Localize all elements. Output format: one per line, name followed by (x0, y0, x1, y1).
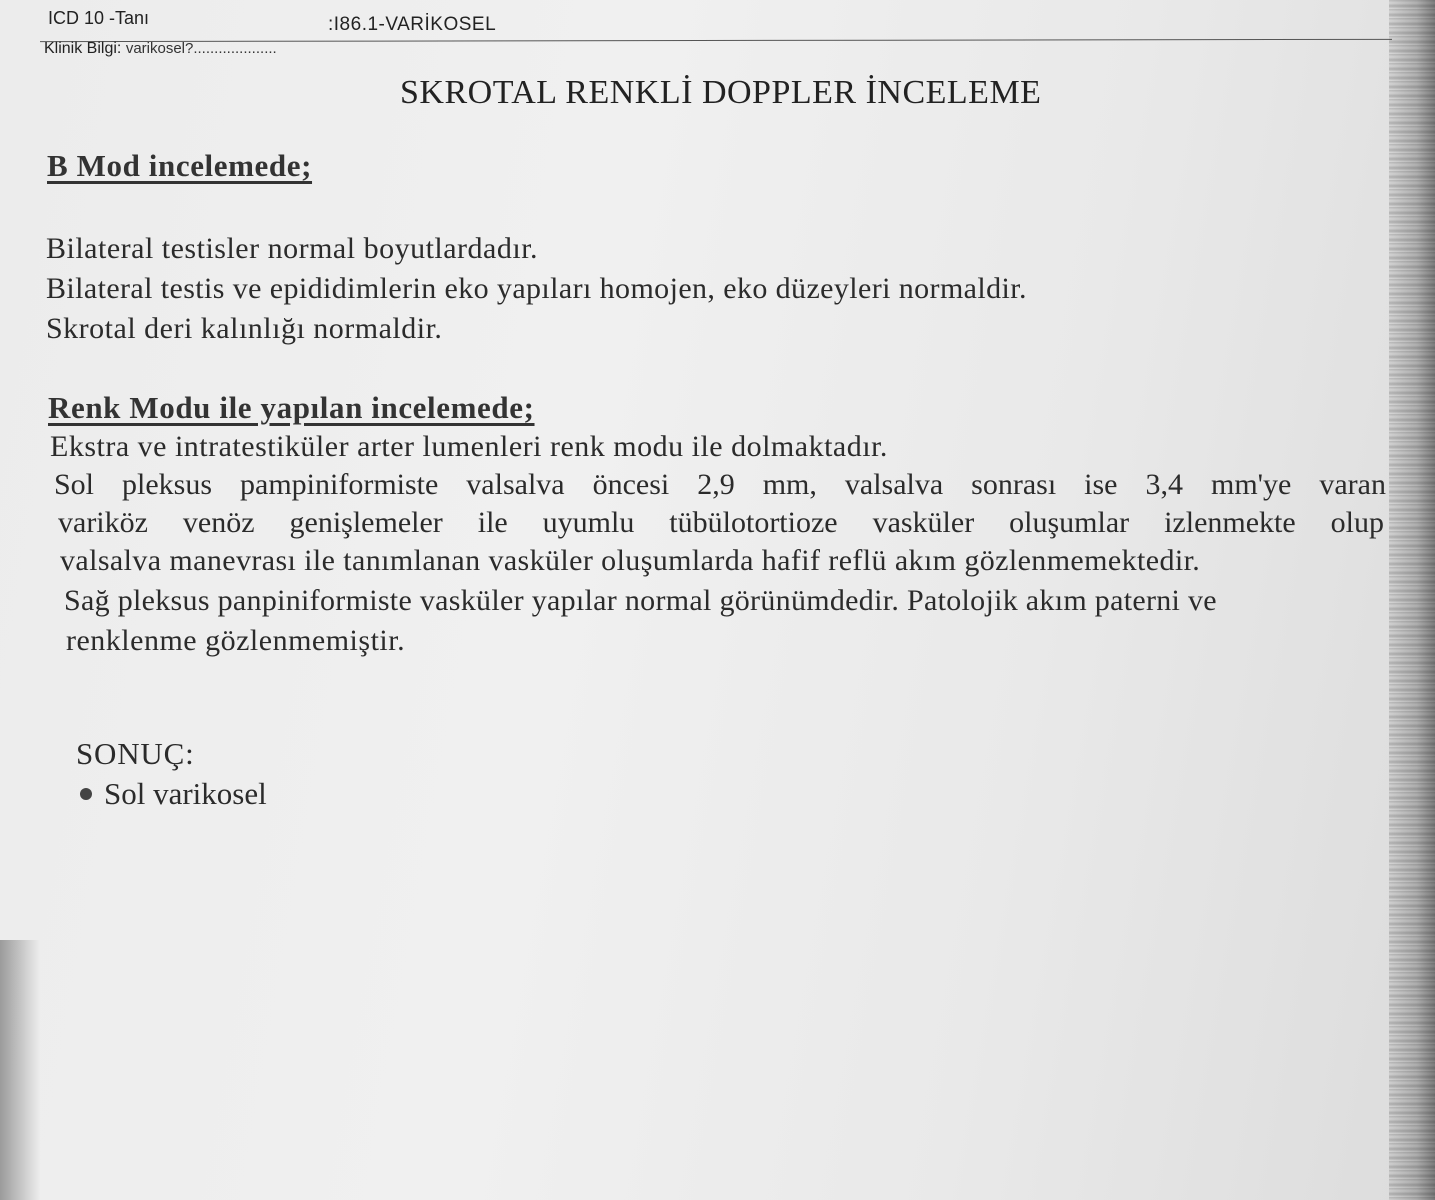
color-mode-line: Sağ pleksus panpiniformiste vasküler yapılar normal görünümdedir. Patolojik akım paterni ve (64, 584, 1217, 617)
bullet-icon (80, 788, 92, 800)
report-title: SKROTAL RENKLİ DOPPLER İNCELEME (400, 74, 1042, 111)
b-mode-line: Skrotal deri kalınlığı normaldir. (46, 312, 443, 345)
color-mode-line: Sol pleksus pampiniformiste valsalva öncesi 2,9 mm, valsalva sonrası ise 3,4 mm'ye varan (54, 468, 1386, 501)
result-item-text: Sol varikosel (104, 776, 267, 811)
clinical-info (44, 40, 277, 58)
b-mode-heading: B Mod incelemede; (47, 148, 313, 183)
clinical-info-label: Klinik Bilgi: (44, 40, 122, 57)
result-item (80, 776, 267, 812)
color-mode-line: valsalva manevrası ile tanımlanan vasküler oluşumlarda hafif reflü akım gözlenmemektedir. (60, 544, 1201, 577)
color-mode-line: Ekstra ve intratestiküler arter lumenleri renk modu ile dolmaktadır. (50, 430, 888, 463)
b-mode-line: Bilateral testisler normal boyutlardadır. (46, 232, 539, 265)
paper-edge-shadow (1389, 0, 1435, 1200)
clinical-info-value: varikosel?.................... (125, 40, 277, 57)
icd-label: ICD 10 -Tanı (48, 8, 150, 28)
b-mode-line: Bilateral testis ve epididimlerin eko yapıları homojen, eko düzeyleri normaldir. (46, 272, 1027, 305)
color-mode-line: renklenme gözlenmemiştir. (66, 624, 406, 657)
result-label: SONUÇ: (76, 736, 195, 771)
color-mode-line: variköz venöz genişlemeler ile uyumlu tübülotortioze vasküler oluşumlar izlenmekte olup (58, 506, 1384, 539)
icd-value: :I86.1-VARİKOSEL (328, 14, 497, 35)
color-mode-heading: Renk Modu ile yapılan incelemede; (48, 390, 535, 425)
corner-shadow (0, 940, 40, 1200)
